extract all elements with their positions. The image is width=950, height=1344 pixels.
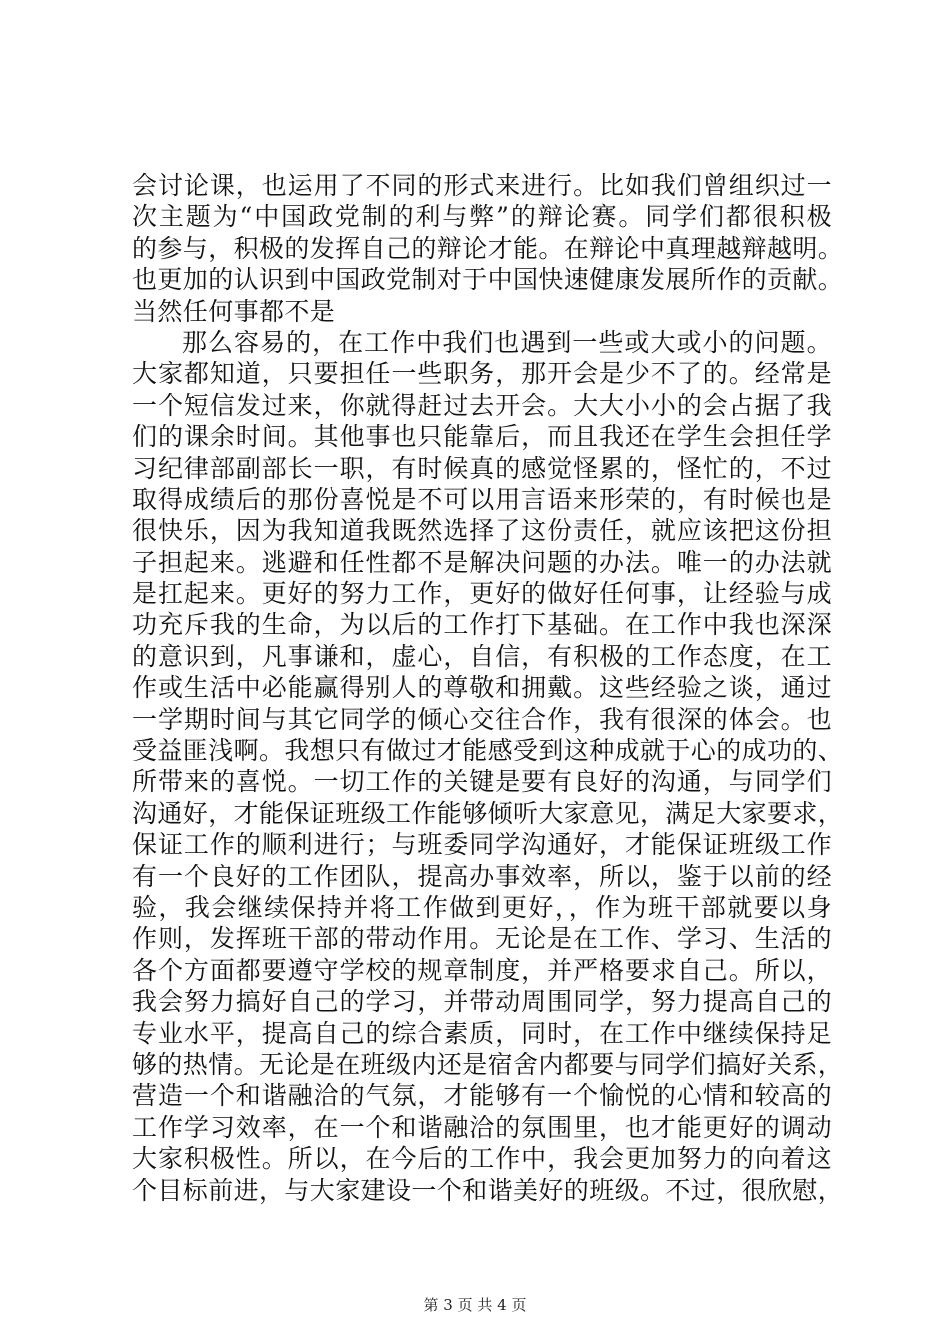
- text-line: 个目标前进，与大家建设一个和谐美好的班级。不过，很欣慰，: [132, 1175, 844, 1205]
- body-text: [132, 170, 844, 1206]
- text-line-indented: 那么容易的，在工作中我们也遇到一些或大或小的问题。: [182, 327, 832, 357]
- text-line: 当然任何事都不是: [132, 296, 336, 326]
- text-line: 工作学习效率，在一个和谐融洽的氛围里，也才能更好的调动: [132, 1112, 832, 1142]
- text-line: 很快乐，因为我知道我既然选择了这份责任，就应该把这份担: [132, 516, 832, 546]
- text-line: 作则，发挥班干部的带动作用。无论是在工作、学习、生活的: [132, 924, 832, 954]
- text-line: 次主题为“中国政党制的利与弊”的辩论赛。同学们都很积极: [132, 202, 832, 232]
- text-line: 营造一个和谐融洽的气氛，才能够有一个愉悦的心情和较高的: [132, 1081, 832, 1111]
- text-line: 各个方面都要遵守学校的规章制度，并严格要求自己。所以，: [132, 955, 832, 985]
- text-line: 是扛起来。更好的努力工作，更好的做好任何事，让经验与成: [132, 579, 832, 609]
- text-line: 取得成绩后的那份喜悦是不可以用言语来形荣的，有时候也是: [132, 484, 832, 514]
- text-line: 专业水平，提高自己的综合素质，同时，在工作中继续保持足: [132, 1018, 832, 1048]
- text-line: 有一个良好的工作团队，提高办事效率，所以，鉴于以前的经: [132, 861, 832, 891]
- page-number: 第 3 页 共 4 页: [423, 1296, 527, 1314]
- text-line: 一学期时间与其它同学的倾心交往合作，我有很深的体会。也: [132, 704, 832, 734]
- text-line: 大家都知道，只要担任一些职务，那开会是少不了的。经常是: [132, 359, 832, 389]
- text-line: 们的课余时间。其他事也只能靠后，而且我还在学生会担任学: [132, 422, 832, 452]
- text-line: 子担起来。逃避和任性都不是解决问题的办法。唯一的办法就: [132, 547, 832, 577]
- text-line: 验，我会继续保持并将工作做到更好，，作为班干部就要以身: [132, 892, 832, 922]
- text-line: 保证工作的顺利进行；与班委同学沟通好，才能保证班级工作: [132, 830, 832, 860]
- text-line: 所带来的喜悦。一切工作的关键是要有良好的沟通，与同学们: [132, 767, 832, 797]
- text-line: 也更加的认识到中国政党制对于中国快速健康发展所作的贡献。: [132, 265, 844, 295]
- text-line: 会讨论课，也运用了不同的形式来进行。比如我们曾组织过一: [132, 171, 832, 200]
- text-line: 的参与，积极的发挥自己的辩论才能。在辩论中真理越辩越明。: [132, 233, 844, 263]
- text-line: 功充斥我的生命，为以后的工作打下基础。在工作中我也深深: [132, 610, 832, 640]
- text-line: 习纪律部副部长一职，有时候真的感觉怪累的，怪忙的，不过: [132, 453, 832, 483]
- page-footer: [0, 1296, 950, 1314]
- text-line: 够的热情。无论是在班级内还是宿舍内都要与同学们搞好关系，: [132, 1049, 844, 1079]
- text-line: 我会努力搞好自己的学习，并带动周围同学，努力提高自己的: [132, 987, 832, 1017]
- text-line: 的意识到，凡事谦和，虚心，自信，有积极的工作态度，在工: [132, 641, 832, 671]
- text-line: 受益匪浅啊。我想只有做过才能感受到这种成就于心的成功的、: [132, 736, 844, 766]
- text-line: 大家积极性。所以，在今后的工作中，我会更加努力的向着这: [132, 1144, 832, 1174]
- text-line: 沟通好，才能保证班级工作能够倾听大家意见，满足大家要求，: [132, 798, 844, 828]
- text-line: 一个短信发过来，你就得赶过去开会。大大小小的会占据了我: [132, 390, 832, 420]
- text-line: 作或生活中必能赢得别人的尊敬和拥戴。这些经验之谈，通过: [132, 673, 832, 703]
